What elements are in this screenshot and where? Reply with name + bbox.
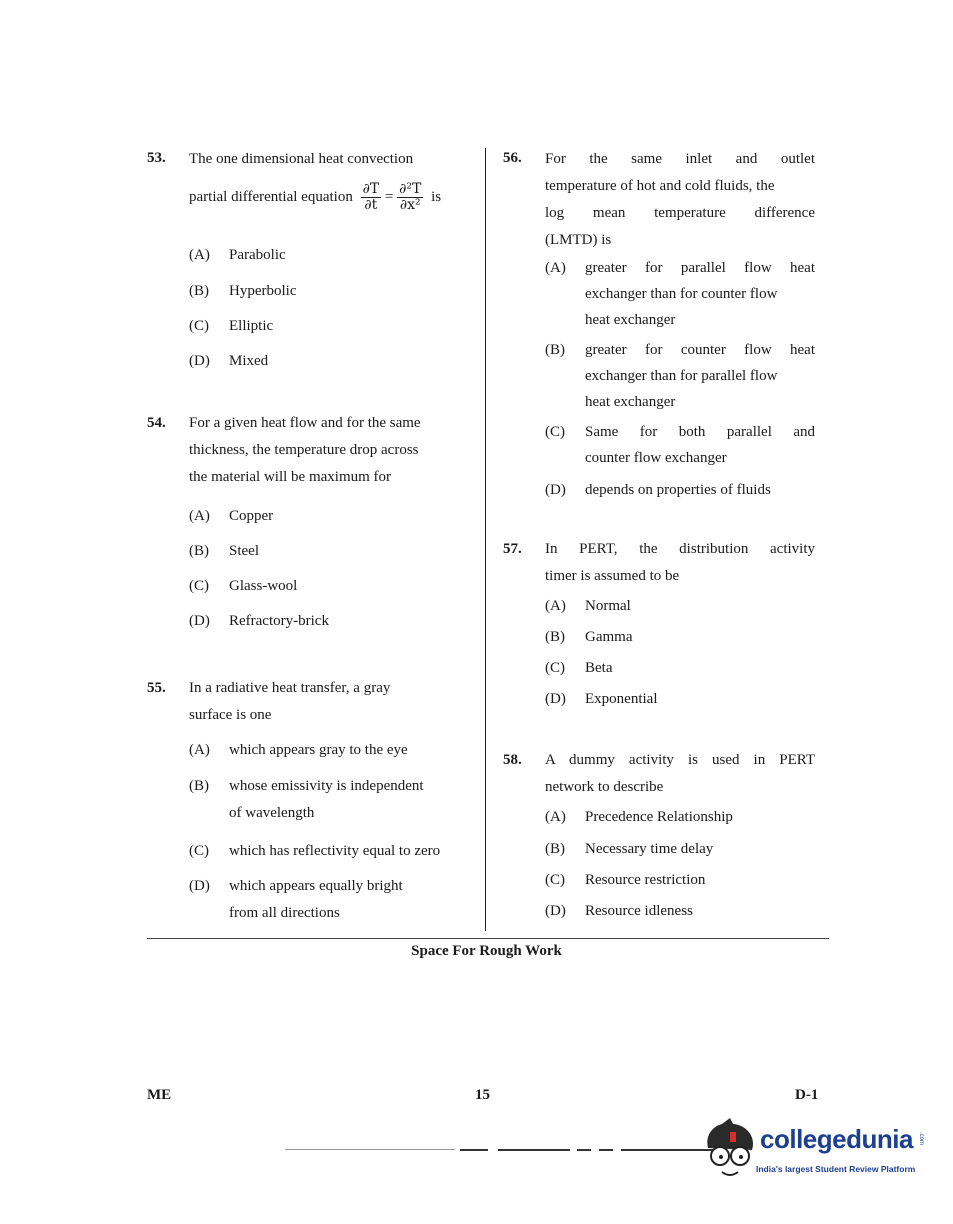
option-label: (D) [545,482,566,498]
option-text: of wavelength [229,805,315,821]
option-label: (D) [189,613,210,629]
option-label: (B) [189,778,209,794]
bottom-rule-dash [460,1149,488,1151]
q56-number: 56. [503,150,522,166]
option-text: Resource restriction [585,872,706,888]
option-text: Precedence Relationship [585,809,733,825]
page-number: 15 [475,1087,490,1103]
option-text: Necessary time delay [585,841,714,857]
option-text: which has reflectivity equal to zero [229,843,441,859]
q57-line: In PERT, the distribution activity [545,541,815,557]
option-label: (A) [545,809,566,825]
option-label: (C) [545,424,565,440]
bottom-rule-dash [599,1149,613,1151]
option-label: (B) [189,543,209,559]
option-text: exchanger than for counter flow [585,286,778,302]
option-label: (D) [189,878,210,894]
q54-line: thickness, the temperature drop across [189,442,419,458]
option-text: depends on properties of fluids [585,482,771,498]
q58-line: A dummy activity is used in PERT [545,752,815,768]
option-label: (B) [545,342,565,358]
q53-lhs-numerator: ∂T [362,181,380,197]
q57-line: timer is assumed to be [545,568,680,584]
option-text: Hyperbolic [229,283,297,299]
footer-subject-code: ME [147,1087,172,1103]
option-label: (A) [189,508,210,524]
option-text: Elliptic [229,318,274,334]
column-divider [485,148,486,931]
q54-number: 54. [147,415,166,431]
q55-number: 55. [147,680,166,696]
option-text: heat exchanger [585,312,676,328]
option-text: Normal [585,598,631,614]
q53-rhs-numerator: ∂²T [399,181,422,197]
brand-com: .com [918,1132,924,1146]
q53-equal-sign: = [384,188,394,205]
mascot-icon [700,1118,760,1184]
option-text: heat exchanger [585,394,676,410]
q56-line: log mean temperature difference [545,205,815,221]
booklet-code: D-1 [795,1087,819,1103]
q53-rhs-fraction [397,182,423,213]
option-label: (C) [189,843,209,859]
option-text: Same for both parallel and [585,424,815,440]
option-label: (D) [545,903,566,919]
option-text: whose emissivity is independent [229,778,424,794]
bottom-rule-dash [498,1149,570,1151]
option-text: greater for counter flow heat [585,342,815,358]
option-text: Gamma [585,629,633,645]
q58-number: 58. [503,752,522,768]
q53-line1: The one dimensional heat convection [189,151,414,167]
q55-line: In a radiative heat transfer, a gray [189,680,391,696]
q56-text [545,146,815,254]
q58-line: network to describe [545,779,664,795]
q53-lhs-denominator: ∂t [364,197,378,213]
brand-tagline: India's largest Student Review Platform [756,1164,916,1174]
q53-rhs-denominator: ∂x² [399,197,421,213]
option-label: (D) [189,353,210,369]
option-text: which appears gray to the eye [229,742,408,758]
option-label: (A) [545,598,566,614]
option-label: (A) [189,742,210,758]
option-text: counter flow exchanger [585,450,727,466]
option-text: Glass-wool [229,578,298,594]
q54-line: the material will be maximum for [189,469,392,485]
option-label: (B) [545,629,565,645]
option-label: (A) [189,247,210,263]
brand-wordmark: collegedunia [760,1124,913,1154]
bottom-rule-dash [577,1149,591,1151]
option-text: Refractory-brick [229,613,329,629]
option-text: Beta [585,660,613,676]
option-text: Steel [229,543,259,559]
q55-text [189,675,472,729]
option-label: (C) [545,660,565,676]
q56-line: For the same inlet and outlet [545,151,815,167]
option-label: (B) [189,283,209,299]
q53-line2-suffix: is [431,188,442,205]
q56-line: temperature of hot and cold fluids, the [545,178,775,194]
option-text: exchanger than for parallel flow [585,368,778,384]
q53-line2-prefix: partial differential equation [189,188,353,205]
option-text: which appears equally bright [229,878,403,894]
q55-line: surface is one [189,707,272,723]
option-label: (C) [189,578,209,594]
collegedunia-logo [700,1118,930,1188]
option-text: greater for parallel flow heat [585,260,815,276]
q53-equation-line [189,182,479,213]
q53-lhs-fraction [361,182,382,213]
option-text: Mixed [229,353,269,369]
q56-line: (LMTD) is [545,232,612,248]
option-label: (A) [545,260,566,276]
q57-number: 57. [503,541,522,557]
option-label: (D) [545,691,566,707]
option-text: Copper [229,508,274,524]
option-label: (B) [545,841,565,857]
option-text: from all directions [229,905,340,921]
option-label: (C) [189,318,209,334]
option-text: Resource idleness [585,903,693,919]
bottom-rule-faint [285,1149,455,1150]
rough-work-divider [147,938,829,939]
q57-text [545,536,815,590]
option-text: Exponential [585,691,658,707]
rough-work-label: Space For Rough Work [411,943,562,959]
q53-number: 53. [147,150,166,166]
option-label: (C) [545,872,565,888]
q58-text [545,747,815,801]
q54-line: For a given heat flow and for the same [189,415,421,431]
option-text: Parabolic [229,247,286,263]
q54-text [189,410,472,491]
